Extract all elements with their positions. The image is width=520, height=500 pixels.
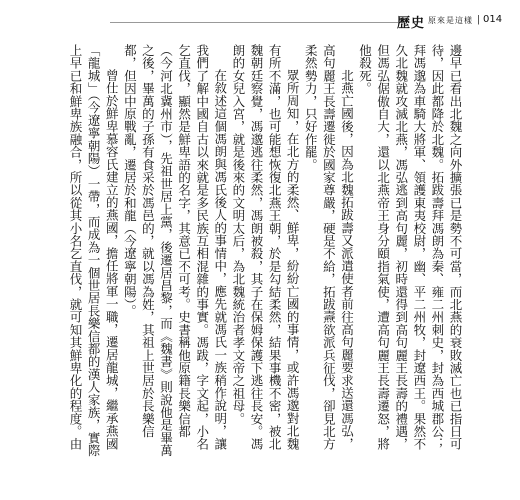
paragraph-2: 北燕亡國後，因為北魏拓跋壽又派遣使者前往高句麗要求送還馮弘，高句麗王長壽遷徙於國家尊嚴，硬是不給，拓跋燾欲派兵征伐，卻見北方柔然勢力，只好作罷。 <box>303 44 355 451</box>
book-subtitle: 原來是這樣 <box>428 16 473 25</box>
body-text <box>70 44 464 462</box>
paragraph-5: 曾仕於鮮卑慕容氏建立的燕國，擔任將軍一職，遷居龍城，繼承燕國「龍城」（今遼寧朝陽）一帶，而成為一個世居長樂信都的漢人家族，實際上早已和鮮卑族融合，所以從其小名乞直伐，就可知其鮮卑化的程度。由 <box>68 44 120 457</box>
paragraph-1: 邊早已看出北魏之向外擴張已是勢不可當，而北燕的衰敗滅亡也已指日可待，因此都降於北魏。拓跋壽拜馮朗為秦、雍二州刺史，封為西城郡公；拜馮邈為車騎大將軍、領護東夷校尉，幽、平二州牧，封遼西王。果然不久北魏就攻滅北燕，馮弘逃到高句麗，初時還得到高句麗王長壽的禮遇，但馮弘倨傲自大，還以北燕帝王身分頤指氣使，遭高句麗王長壽遷怒，將他殺死。 <box>357 44 463 451</box>
page-number: 014 <box>483 14 503 25</box>
paragraph-4: 在敘述這個馮朗與馮氏後人的事情中，應先就馮氏一族稍作說明，讓我們了解中國自古以來就是多民族互相混雜的事實。馮跋，字文起，小名乞直伐，顯然是鮮卑語的名字，其意已不可考。史書稱他原籍長樂信都（今河北冀州市），先祖世居上黨，後遷居昌黎，而《魏書》則說他是畢萬之後，畢萬的子孫有食采於馮邑的，就以馮為姓，其祖上世居於長樂信都，但因中原戰亂，遷居於和龍（今遼寧朝陽）。 <box>122 44 228 457</box>
page-header <box>0 0 520 34</box>
book-title: 歷史 <box>397 16 426 31</box>
header-rule <box>110 22 398 23</box>
paragraph-3: 眾所周知，在北方的柔然、鮮卑，紛紛亡國的事情，或許馮邈對北魏有所不滿，也可能想恢復北燕王朝，於是勾結柔然，結果事機不密，被北魏朝廷察覺，馮邈逃往柔然，馮朗被殺，其子在保姆保護下逃往長安。馮朗的女兒入宮，就是後來的文明太后，為北魏統治者孝文帝之祖母。 <box>230 44 301 451</box>
header-separator: | <box>477 15 481 25</box>
